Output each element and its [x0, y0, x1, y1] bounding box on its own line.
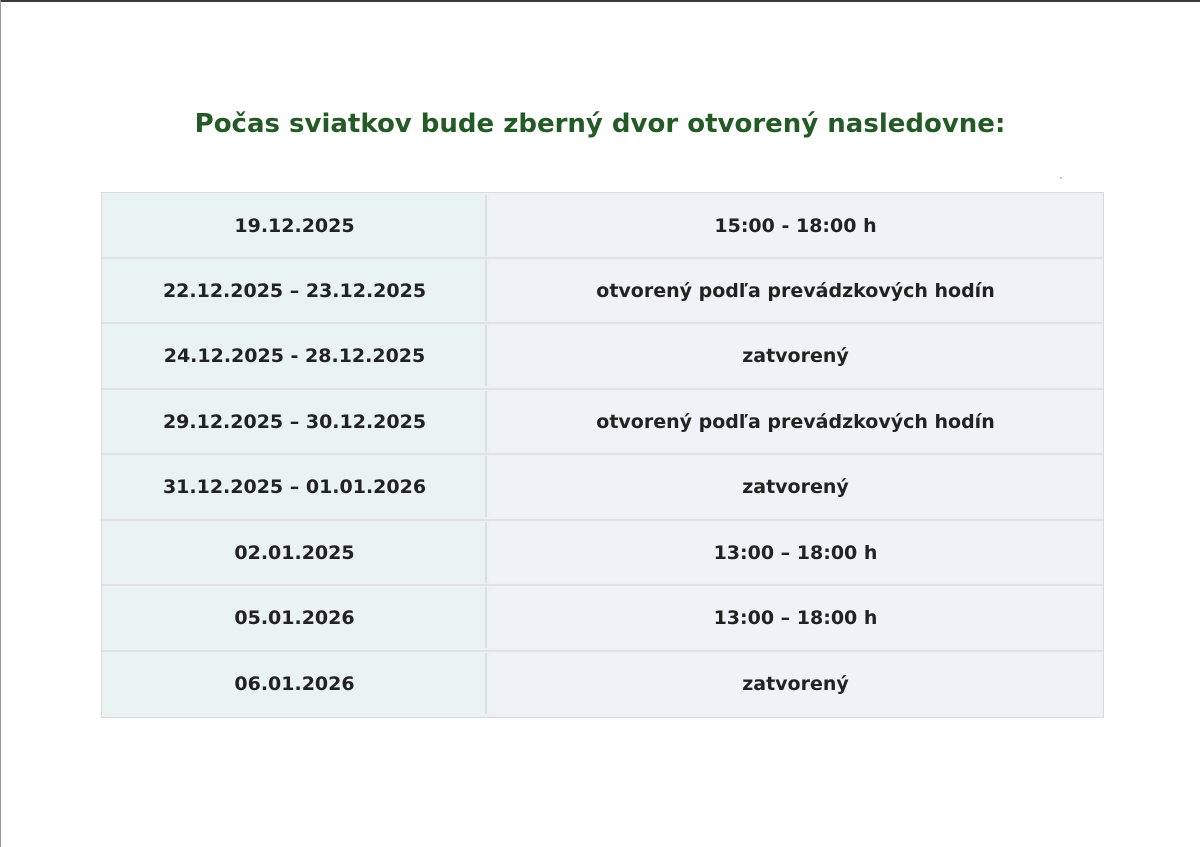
date-cell: 19.12.2025: [104, 195, 487, 256]
table-row: [102, 258, 1103, 321]
table-row: [102, 323, 1103, 386]
date-cell: 31.12.2025 – 01.01.2026: [104, 456, 487, 517]
hours-cell: otvorený podľa prevádzkových hodín: [490, 391, 1101, 452]
hours-cell: otvorený podľa prevádzkových hodín: [490, 260, 1101, 321]
date-cell: 02.01.2025: [104, 522, 487, 583]
date-cell: 29.12.2025 – 30.12.2025: [104, 391, 487, 452]
table-row: [102, 585, 1103, 648]
hours-cell: 15:00 - 18:00 h: [490, 195, 1101, 256]
hours-cell: 13:00 – 18:00 h: [490, 587, 1101, 648]
hours-cell: 13:00 – 18:00 h: [490, 522, 1101, 583]
scan-edge-top: [0, 0, 1200, 2]
table-row: [102, 454, 1103, 517]
table-row: [102, 389, 1103, 452]
hours-cell: zatvorený: [490, 456, 1101, 517]
date-cell: 06.01.2026: [104, 653, 487, 714]
page-title: Počas sviatkov bude zberný dvor otvorený nasledovne:: [194, 109, 1006, 139]
schedule-table: [101, 192, 1104, 718]
hours-cell: zatvorený: [490, 653, 1101, 714]
table-row: [102, 193, 1103, 256]
table-row: [102, 651, 1103, 714]
table-row: [102, 520, 1103, 583]
date-cell: 24.12.2025 - 28.12.2025: [104, 325, 487, 386]
scan-speck: [1060, 177, 1062, 179]
date-cell: 05.01.2026: [104, 587, 487, 648]
hours-cell: zatvorený: [490, 325, 1101, 386]
date-cell: 22.12.2025 – 23.12.2025: [104, 260, 487, 321]
